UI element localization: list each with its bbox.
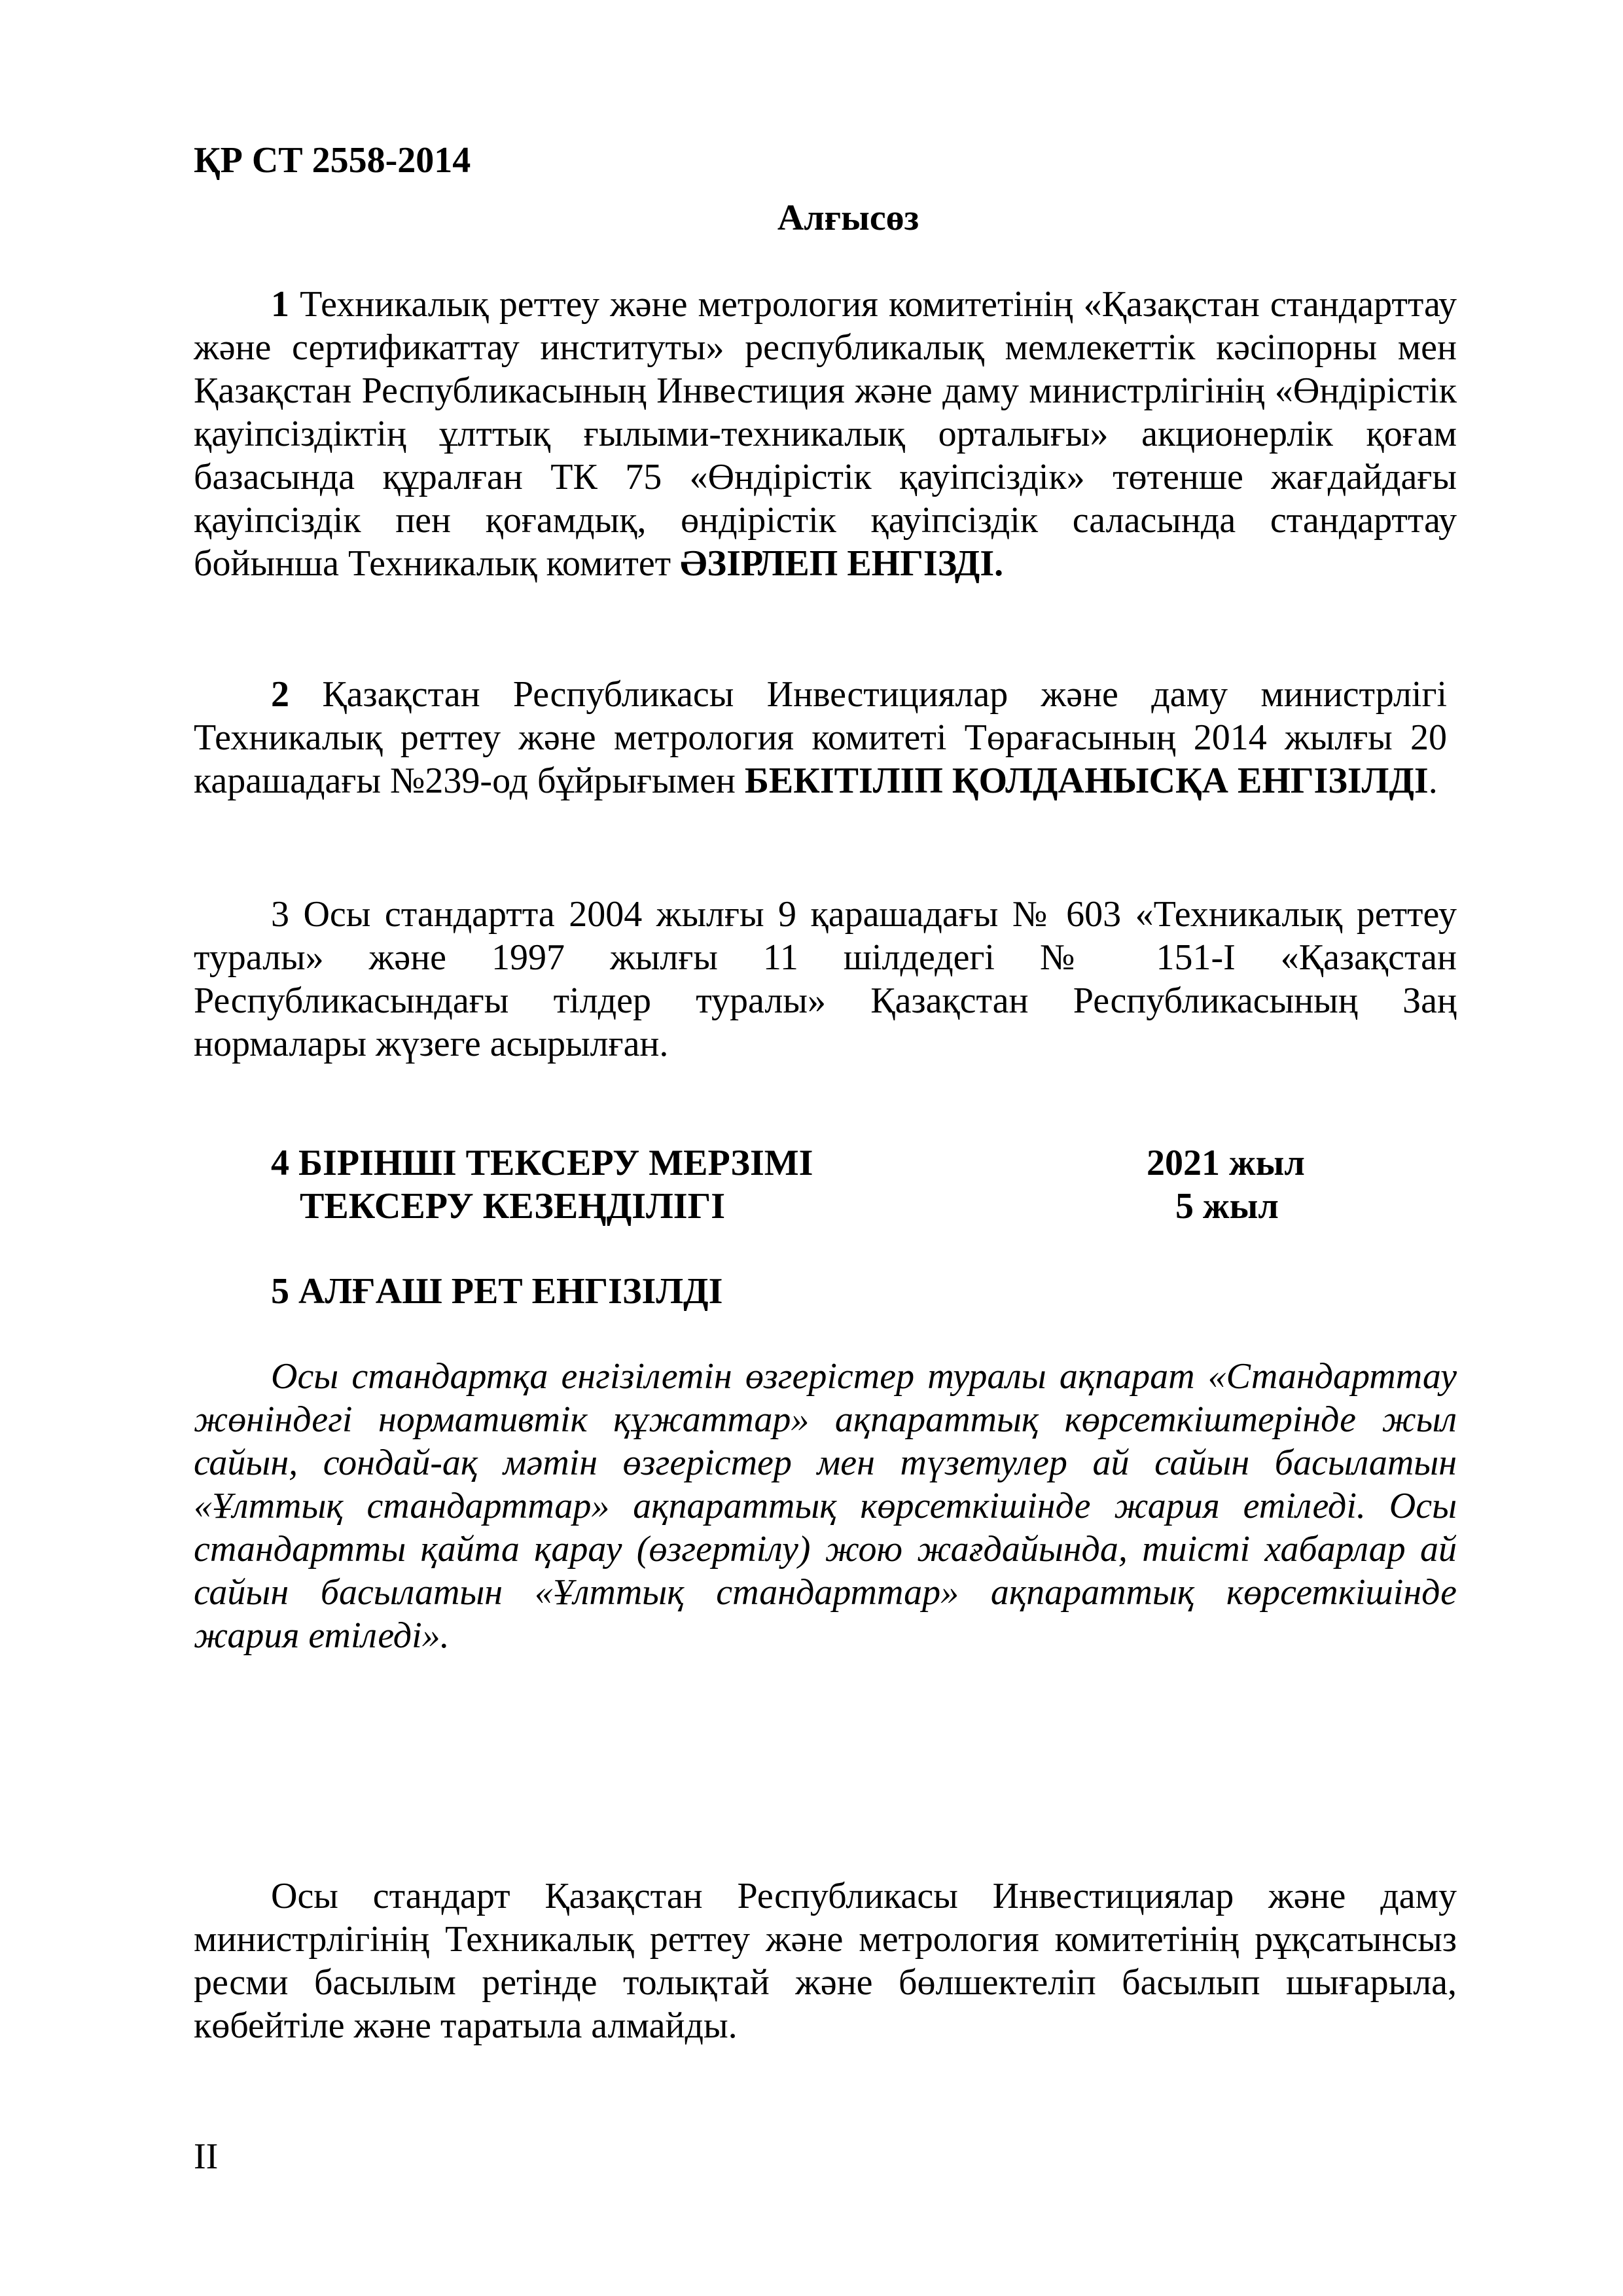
page-number: II xyxy=(194,2136,219,2177)
item-2-tail: . xyxy=(1428,761,1438,801)
changes-info-note: Осы стандартқа енгізілетін өзгерістер туралы ақпарат «Стандарттау жөніндегі нормативтік құжаттар» ақпараттық көрсеткіштерінде жыл сайын, сондай-ақ мәтін өзгерістер мен түзетулер ай сайын басылатын «Ұлттық стандарттар» ақпараттық көрсеткішінде жария етіледі. Осы стандартты қайта қарау (өзгертілу) жою жағдайында, тиісті хабарлар ай сайын басылатын «Ұлттық стандарттар» ақпараттық көрсеткішінде жария етіледі». xyxy=(194,1356,1457,1656)
item-1-bold-end: ӘЗІРЛЕП ЕНГІЗДІ. xyxy=(680,543,1004,584)
standard-code: ҚР СТ 2558-2014 xyxy=(194,140,471,181)
item-1-text: Техникалық реттеу және метрология комитетінің «Қазақстан стандарттау және сертификаттау институты» республикалық мемлекеттік кәсіпорны мен Қазақстан Республикасының Инвестиция және даму министрлігінің «Өндірістік қауіпсіздіктің ұлттық ғылыми-техникалық орталығы» акционерлік қоғам базасында құралған ТК 75 «Өндірістік қауіпсіздік» төтенше жағдайдағы қауіпсіздік пен қоғамдық, өндірістік қауіпсіздік саласында стандарттау бойынша Техникалық комитет xyxy=(194,284,1457,584)
foreword-item-3: 3 Осы стандартта 2004 жылғы 9 қарашадағы № 603 «Техникалық реттеу туралы» және 1997 жылғы 11 шілдедегі № 151-І «Қазақстан Республикасындағы тілдер туралы» Қазақстан Республикасының Заң нормалары жүзеге асырылған. xyxy=(194,894,1457,1064)
item-2-number: 2 xyxy=(271,674,289,715)
foreword-title: Алғысөз xyxy=(777,198,919,238)
item-2-text: Қазақстан Республикасы Инвестициялар және даму министрлігі Техникалық реттеу және метрология комитеті Төрағасының 2014 жылғы 20 карашадағы №239-од бұйрығымен xyxy=(194,674,1447,801)
foreword-item-5: 5 АЛҒАШ РЕТ ЕНГІЗІЛДІ xyxy=(271,1271,723,1312)
first-check-label: 4 БІРІНШІ ТЕКСЕРУ МЕРЗІМІ xyxy=(271,1143,813,1183)
check-period-value: 5 жыл xyxy=(1175,1186,1279,1227)
check-period-label: ТЕКСЕРУ КЕЗЕҢДІЛІГІ xyxy=(300,1186,725,1227)
first-check-value: 2021 жыл xyxy=(1147,1143,1305,1183)
copyright-notice: Осы стандарт Қазақстан Республикасы Инвестициялар және даму министрлігінің Техникалық реттеу және метрология комитетінің рұқсатынсыз ресми басылым ретінде толықтай және бөлшектеліп басылып шығарыла, көбейтіле және таратыла алмайды. xyxy=(194,1876,1457,2046)
item-2-bold-end: БЕКІТІЛІП ҚОЛДАНЫСҚА ЕНГІЗІЛДІ xyxy=(744,761,1429,801)
foreword-item-1 xyxy=(194,283,1457,585)
foreword-item-2 xyxy=(194,673,1447,802)
item-1-number: 1 xyxy=(271,284,289,325)
